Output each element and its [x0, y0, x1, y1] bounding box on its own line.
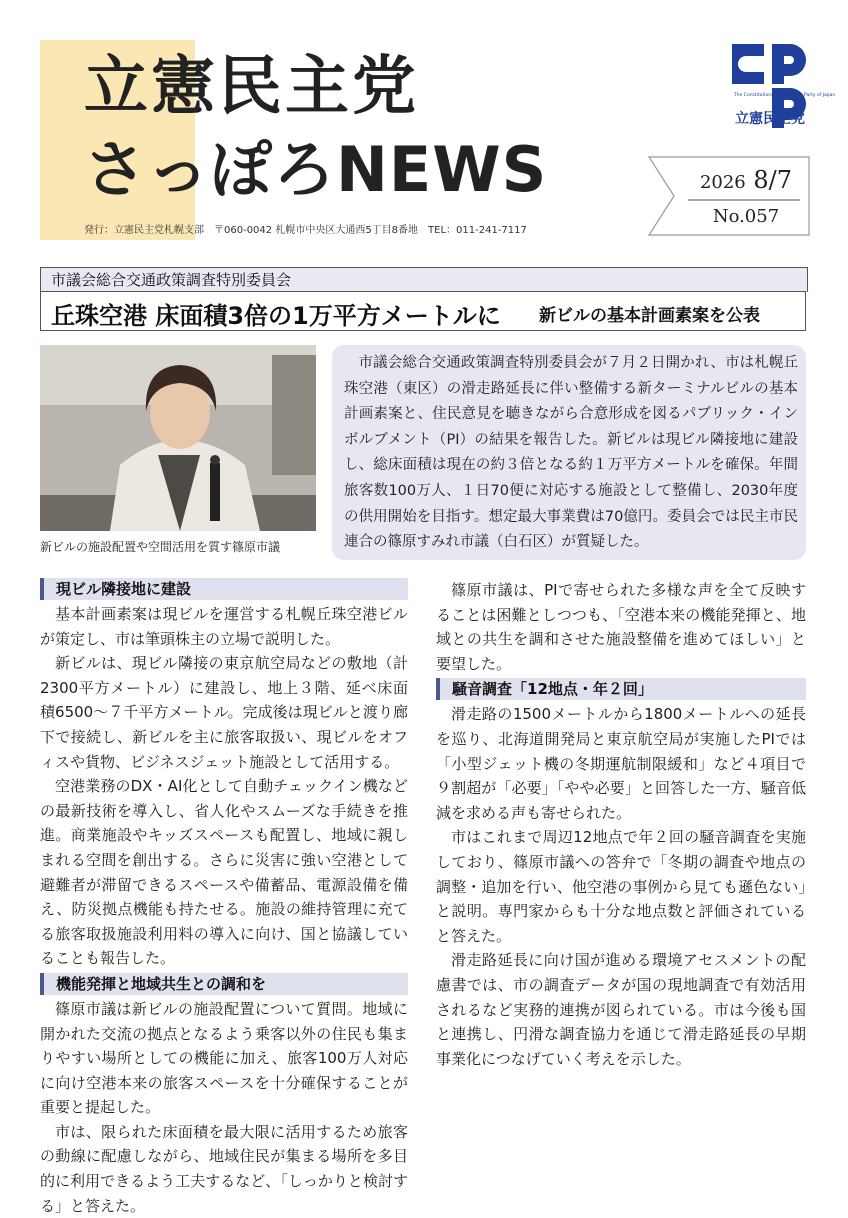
party-logo-text: 立憲民主党: [735, 111, 805, 127]
article-column-right: [436, 578, 806, 1071]
paragraph: 基本計画素案は現ビルを運営する札幌丘珠空港ビルが策定し、市は筆頭株主の立場で説明した。: [40, 605, 408, 648]
paragraph: 滑走路延長に向け国が進める環境アセスメントの配慮書では、市の調査データが国の現地調査で有効活用されるなど実務的連携が図られている。市は今後も国と連携し、円滑な調査協力を通じて滑走路延長の早期事業化につなげていく考えを示した。: [436, 951, 806, 1068]
headline: 丘珠空港 床面積3倍の1万平方メートルに: [51, 302, 501, 330]
paragraph: 新ビルは、現ビル隣接の東京航空局などの敷地（計2300平方メートル）に建設し、地上３階、延べ床面積6500～７千平方メートル。完成後は現ビルと渡り廊下で接続し、新ビルを主に旅客取扱い、現ビルをオフィスや貨物、ビジネスジェット施設として活用する。: [40, 654, 408, 771]
subheadline: 新ビルの基本計画素案を公表: [539, 306, 760, 326]
masthead-subtitle: さっぽろNEWS: [84, 133, 548, 206]
lead-text: 市議会総合交通政策調査特別委員会が７月２日開かれ、市は札幌丘珠空港（東区）の滑走路延長に伴い整備する新ターミナルビルの基本計画素案と、住民意見を聴きながら合意形成を図るパブリック・インボルブメント（PI）の結果を報告した。新ビルは現ビル隣接地に建設し、総床面積は現在の約３倍となる約１万平方メートルを確保。年間旅客数100万人、１日70便に対応する施設として整備し、2030年度の供用開始を目指す。想定最大事業費は70億円。委員会では民主市民連合の篠原すみれ市議（白石区）が質疑した。: [344, 355, 798, 551]
section-heading: 現ビル隣接地に建設: [40, 578, 408, 600]
paragraph: 滑走路の1500メートルから1800メートルへの延長を巡り、北海道開発局と東京航空局が実施したPIでは「小型ジェット機の冬期運航制限緩和」など４項目で９割超が「必要」「やや必要」と回答した一方、騒音低減を求める声も寄せられた。: [436, 705, 806, 822]
headline-box: [40, 291, 806, 331]
publisher-info: 発行：立憲民主党札幌支部 〒060-0042 札幌市中央区大通西5丁目8番地 TEL：011-241-7117: [84, 225, 527, 236]
committee-banner: [40, 267, 808, 292]
paragraph: 市は、限られた床面積を最大限に活用するため旅客の動線に配慮しながら、地域住民が集まる場所を多目的に利用できるよう工夫するなど、「しっかりと検討する」と答えた。: [40, 1122, 408, 1215]
paragraph: 市はこれまで周辺12地点で年２回の騒音調査を実施しており、篠原市議への答弁で「冬期の調査や地点の調整・追加を行い、他空港の事例から見ても遜色ない」と説明。専門家からも十分な地点数と評価されていると答えた。: [436, 828, 806, 945]
issue-month-day: 8/7: [753, 166, 793, 194]
paragraph: 篠原市議は、PIで寄せられた多様な声を全て反映することは困難としつつも、「空港本来の機能発揮と、地域との共生を調和させた施設整備を進めてほしい」と要望した。: [436, 581, 806, 673]
paragraph: 空港業務のDX・AI化として自動チェックイン機などの最新技術を導入し、省人化やスムーズな手続きを推進。商業施設やキッズスペースも配置し、地域に親しまれる空間を創出する。さらに災害に強い空港として避難者が滞留できるスペースや備蓄品、電源設備を備え、防災拠点機能も持たせる。施設の維持管理に充てる旅客取扱施設利用料の導入に向け、国と協議していることも報告した。: [40, 777, 408, 968]
issue-year: 2026: [699, 172, 746, 193]
section-heading: 騒音調査「12地点・年２回」: [436, 678, 806, 700]
article-column-left: [40, 602, 408, 1218]
paragraph: 篠原市議は新ビルの施設配置について質問。地域に開かれた交流の拠点となるよう乗客以外の住民も集まりやすい場所としての機能に加え、旅客100万人対応に向け空港本来の旅客スペースを十分確保することが重要と提起した。: [40, 999, 408, 1117]
logo-small-text: The Constitutional Democratic Party of Japan: [734, 93, 836, 98]
section-heading: 機能発揮と地域共生との調和を: [40, 973, 408, 995]
issue-number: No.057: [712, 206, 780, 227]
issue-date: [686, 166, 806, 194]
masthead-title: 立憲民主党: [84, 50, 419, 124]
speaker-photo: [40, 345, 316, 531]
photo-caption: 新ビルの施設配置や空間活用を質す篠原市議: [40, 540, 281, 554]
committee-name: 市議会総合交通政策調査特別委員会: [51, 271, 292, 289]
